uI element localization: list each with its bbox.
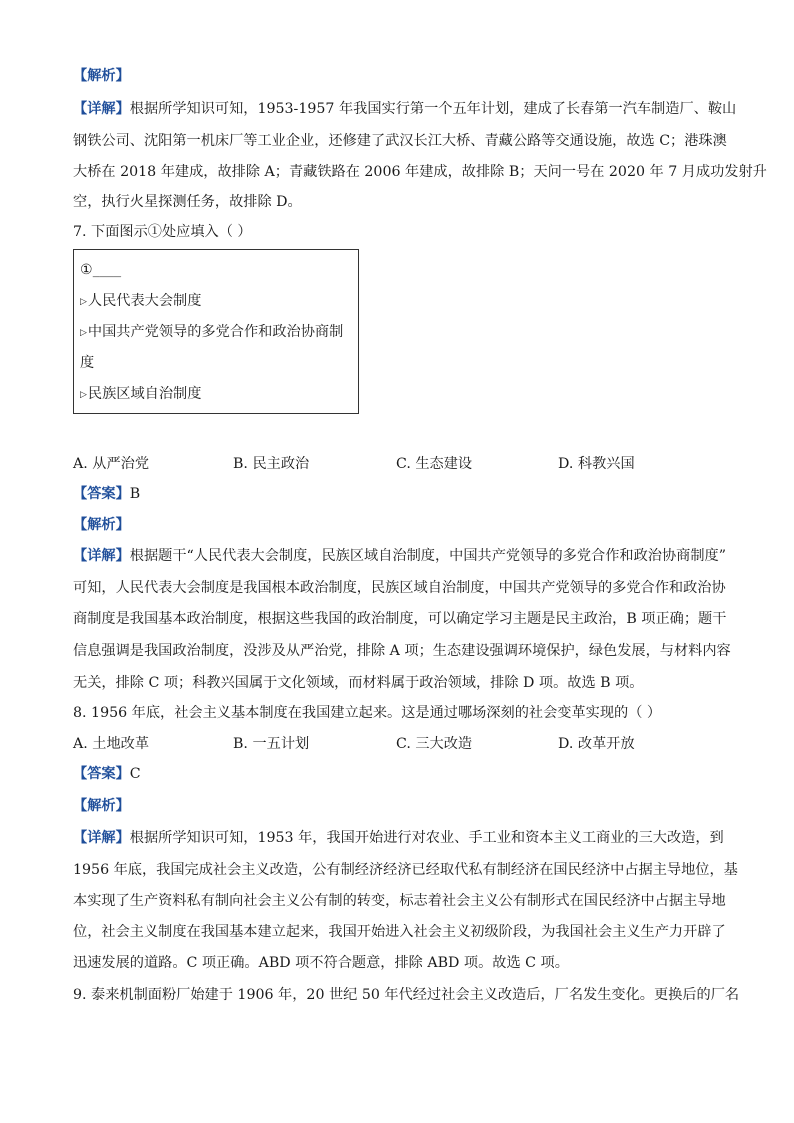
option-a[interactable]: A. 从严治党 — [73, 456, 150, 472]
detail-line: 位，社会主义制度在我国基本建立起来，我国开始进入社会主义初级阶段，为我国社会主义生产力开辟了 — [73, 924, 726, 940]
option-c[interactable]: C. 三大改造 — [396, 736, 473, 752]
detail-line: 1956 年底，我国完成社会主义改造，公有制经济经济已经取代私有制经济在国民经济中占据主导地位，基 — [73, 862, 738, 878]
question-8-stem: 8. 1956 年底，社会主义基本制度在我国建立起来。这是通过哪场深刻的社会变革实现的（ ） — [73, 705, 662, 721]
answer-line — [73, 764, 754, 784]
analysis-tag: 【解析】 — [73, 517, 130, 533]
diagram-item-continued: 度 — [80, 355, 95, 371]
triangle-bullet-icon: ▷ — [80, 390, 87, 400]
option-b[interactable]: B. 一五计划 — [233, 736, 310, 752]
detail-line: 钢铁公司、沈阳第一机床厂等工业企业，还修建了武汉长江大桥、青藏公路等交通设施，故选 C；港珠澳 — [73, 133, 727, 149]
detail-line: 【详解】根据所学知识可知，1953 年，我国开始进行对农业、手工业和资本主义工商业的三大改造，到 — [73, 830, 724, 846]
answer-tag: 【答案】 — [73, 486, 130, 502]
option-d[interactable]: D. 科教兴国 — [558, 456, 635, 472]
question-9-stem: 9. 泰来机制面粉厂始建于 1906 年，20 世纪 50 年代经过社会主义改造后，厂名发生变化。更换后的厂名 — [73, 987, 740, 1003]
detail-line: 信息强调是我国政治制度，没涉及从严治党，排除 A 项；生态建设强调环境保护，绿色发展，与材料内容 — [73, 643, 731, 659]
option-b[interactable]: B. 民主政治 — [233, 456, 310, 472]
answer-line — [73, 484, 754, 504]
detail-tag: 【详解】 — [73, 548, 130, 564]
detail-line: 本实现了生产资料私有制向社会主义公有制的转变，标志着社会主义公有制形式在国民经济中占据主导地 — [73, 893, 726, 909]
diagram-blank: ①____ — [80, 262, 122, 278]
answer-tag: 【答案】 — [73, 766, 130, 782]
diagram-item: ▷中国共产党领导的多党合作和政治协商制 — [80, 324, 344, 340]
triangle-bullet-icon: ▷ — [80, 328, 87, 338]
detail-line: 迅速发展的道路。C 项正确。ABD 项不符合题意，排除 ABD 项。故选 C 项。 — [73, 955, 569, 971]
detail-line: 无关，排除 C 项；科教兴国属于文化领域，而材料属于政治领域，排除 D 项。故选 B 项。 — [73, 675, 644, 691]
diagram-item: ▷民族区域自治制度 — [80, 386, 202, 402]
option-d[interactable]: D. 改革开放 — [558, 736, 635, 752]
analysis-tag: 【解析】 — [73, 798, 130, 814]
detail-line: 商制度是我国基本政治制度，根据这些我国的政治制度，可以确定学习主题是民主政治，B 项正确；题干 — [73, 611, 727, 627]
answer-value: C — [129, 766, 141, 782]
option-c[interactable]: C. 生态建设 — [396, 456, 473, 472]
detail-tag: 【详解】 — [73, 830, 130, 846]
question-7-stem: 7. 下面图示①处应填入（ ） — [73, 224, 252, 240]
detail-line: 可知，人民代表大会制度是我国根本政治制度，民族区域自治制度，中国共产党领导的多党合作和政治协 — [73, 580, 726, 596]
analysis-tag: 【解析】 — [73, 68, 130, 84]
detail-line: 【详解】根据题干“人民代表大会制度，民族区域自治制度，中国共产党领导的多党合作和政治协商制度” — [73, 548, 726, 564]
detail-line: 大桥在 2018 年建成，故排除 A；青藏铁路在 2006 年建成，故排除 B；天问一号在 2020 年 7 月成功发射升 — [73, 164, 767, 180]
detail-line: 空，执行火星探测任务，故排除 D。 — [73, 194, 302, 210]
detail-tag: 【详解】 — [73, 101, 130, 117]
detail-line: 【详解】根据所学知识可知，1953-1957 年我国实行第一个五年计划，建成了长春第一汽车制造厂、鞍山 — [73, 101, 737, 117]
triangle-bullet-icon: ▷ — [80, 297, 87, 307]
diagram-item: ▷人民代表大会制度 — [80, 293, 202, 309]
answer-value: B — [129, 486, 141, 502]
option-a[interactable]: A. 土地改革 — [73, 736, 150, 752]
